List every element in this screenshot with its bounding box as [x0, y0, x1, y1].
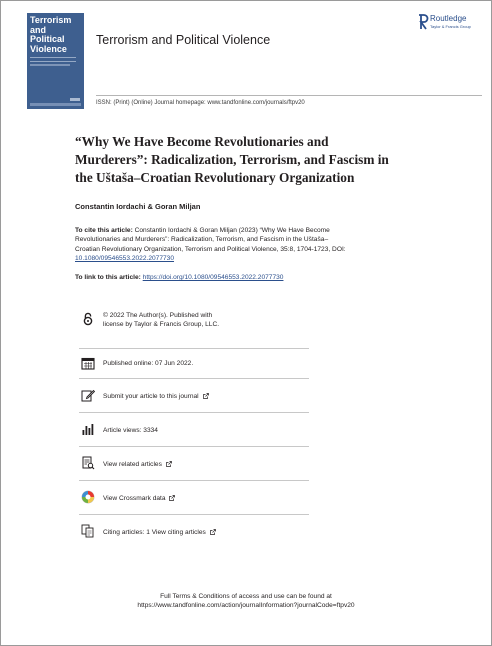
article-info-list: [79, 309, 309, 549]
cover-title-line: Violence: [30, 43, 67, 54]
cover-subtitle-decoration: [30, 64, 70, 66]
license-line: license by Taylor & Francis Group, LLC.: [103, 321, 220, 328]
terms-url-link[interactable]: https://www.tandfonline.com/action/journalInformation?journalCode=ftpv20: [137, 602, 355, 609]
external-link-icon: [210, 529, 216, 535]
citing-row[interactable]: [79, 515, 309, 549]
views-row: [79, 413, 309, 447]
cite-label: To cite this article:: [75, 227, 133, 234]
cover-title-line: Terrorism: [30, 15, 72, 25]
article-title: [75, 133, 415, 187]
published-row: [79, 349, 309, 379]
article-title-line: Murderers”: Radicalization, Terrorism, and Fascism in: [75, 152, 389, 167]
external-link-icon: [203, 393, 209, 399]
documents-search-icon: [81, 456, 95, 470]
publisher-subname: Taylor & Francis Group: [430, 24, 471, 29]
terms-line: Full Terms & Conditions of access and use can be found at: [160, 593, 332, 600]
cover-publisher-mark: [70, 98, 80, 101]
citing-articles-link[interactable]: [103, 528, 216, 537]
related-articles-text: View related articles: [103, 461, 162, 468]
journal-cover-image[interactable]: [27, 13, 84, 109]
citation-doi-link[interactable]: 10.1080/09546553.2022.2077730: [75, 254, 175, 262]
submit-article-link[interactable]: [103, 392, 209, 401]
license-row: [79, 309, 309, 349]
article-link-line: [75, 274, 283, 281]
crossmark-icon: [81, 490, 95, 504]
header-divider: [96, 95, 482, 96]
link-label: To link to this article:: [75, 274, 141, 281]
article-doi-link[interactable]: https://doi.org/10.1080/09546553.2022.2077730: [142, 274, 284, 281]
article-views: Article views: 3334: [103, 427, 158, 434]
article-title-line: “Why We Have Become Revolutionaries and: [75, 134, 329, 149]
view-related-articles-link[interactable]: [103, 460, 172, 469]
published-date: Published online: 07 Jun 2022.: [103, 360, 194, 367]
citing-articles-text: Citing articles: 1 View citing articles: [103, 529, 206, 536]
terms-footer: [0, 592, 492, 610]
open-access-icon: [81, 312, 95, 326]
cover-subtitle-decoration: [30, 57, 76, 62]
issn-homepage-line[interactable]: ISSN: (Print) (Online) Journal homepage: www.tandfonline.com/journals/ftpv20: [96, 100, 305, 106]
bar-chart-icon: [81, 422, 95, 436]
external-link-icon: [166, 461, 172, 467]
edit-icon: [81, 388, 95, 402]
citation-line: Croatian Revolutionary Organization, Terrorism and Political Violence, 35:8, 1704-1723, DOI:: [75, 245, 346, 253]
related-row[interactable]: [79, 447, 309, 481]
article-authors: Constantin Iordachi & Goran Miljan: [75, 202, 201, 211]
license-text: [103, 311, 219, 329]
citation-line: [75, 226, 420, 235]
publisher-name: Routledge: [430, 14, 467, 23]
routledge-logo: [417, 14, 481, 34]
license-line: © 2022 The Author(s). Published with: [103, 312, 213, 319]
view-crossmark-link[interactable]: [103, 494, 175, 503]
calendar-icon: [81, 356, 95, 370]
cover-footer-band: [30, 103, 81, 106]
citation-block: [75, 226, 420, 263]
cover-title-line: and Political: [30, 24, 65, 44]
citation-text: Constantin Iordachi & Goran Miljan (2023) “Why We Have Become: [134, 227, 330, 234]
external-link-icon: [169, 495, 175, 501]
crossmark-text: View Crossmark data: [103, 495, 166, 502]
crossmark-row[interactable]: [79, 481, 309, 515]
citation-line: Revolutionaries and Murderers”: Radicalization, Terrorism, and Fascism in the Uštaša–: [75, 236, 329, 244]
article-title-line: the Uštaša–Croatian Revolutionary Organization: [75, 170, 355, 185]
citing-documents-icon: [81, 524, 95, 538]
routledge-r-icon: [417, 14, 429, 30]
submit-row[interactable]: [79, 379, 309, 413]
journal-title: Terrorism and Political Violence: [96, 33, 271, 47]
submit-article-text: Submit your article to this journal: [103, 393, 199, 400]
